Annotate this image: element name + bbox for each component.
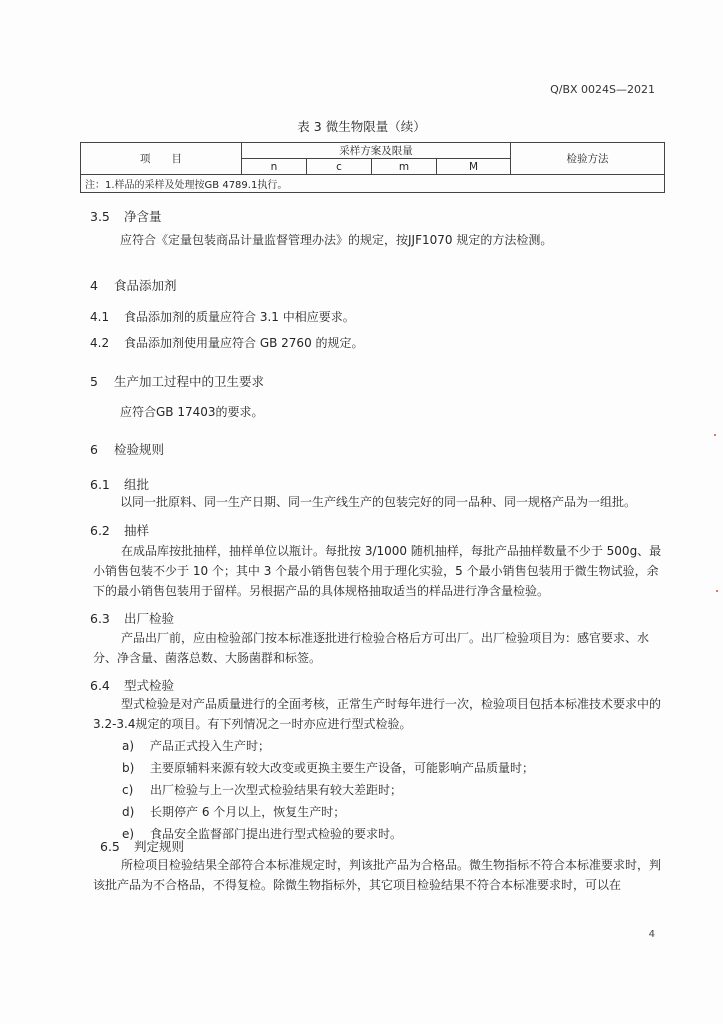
clause-text: 食品添加剂的质量应符合 3.1 中相应要求。 — [124, 310, 355, 324]
paragraph: 型式检验是对产品质量进行的全面考核，正常生产时每年进行一次，检验项目包括本标准技术要求中的3.2-3.4规定的项目。有下列情况之一时亦应进行型式检验。 — [93, 697, 662, 731]
col-header-sampling: 采样方案及限量 — [242, 143, 511, 159]
subsection-heading — [100, 837, 184, 855]
list-item — [122, 737, 270, 754]
table-note: 注：1.样品的采样及处理按GB 4789.1执行。 — [81, 175, 665, 193]
sub-header-M: M — [437, 159, 511, 175]
list-item — [122, 803, 345, 820]
subsection-heading — [90, 475, 149, 493]
subsection-heading — [90, 521, 149, 539]
section-heading — [90, 207, 162, 225]
section-heading — [90, 276, 177, 294]
section-title: 判定规则 — [134, 839, 185, 854]
col-header-method: 检验方法 — [511, 143, 665, 175]
paragraph: 产品出厂前，应由检验部门按本标准逐批进行检验合格后方可出厂。出厂检验项目为：感官要求、水分、净含量、菌落总数、大肠菌群和标签。 — [93, 631, 650, 665]
list-text: 产品正式投入生产时； — [150, 739, 271, 753]
list-marker: e) — [122, 827, 135, 841]
clause-4-1 — [90, 307, 355, 327]
section-number: 6.3 — [90, 611, 110, 626]
section-number: 6.1 — [90, 477, 110, 492]
section-number: 6.2 — [90, 523, 110, 538]
list-text: 食品安全监督部门提出进行型式检验的要求时。 — [150, 827, 403, 841]
section-number: 5 — [90, 374, 98, 389]
section-number: 4 — [90, 278, 98, 293]
subsection-heading — [90, 676, 174, 694]
section-title: 出厂检验 — [124, 611, 175, 626]
section-title: 抽样 — [124, 523, 150, 538]
list-marker: b) — [122, 761, 135, 775]
section-title: 组批 — [124, 477, 150, 492]
clause-text: 食品添加剂使用量应符合 GB 2760 的规定。 — [124, 336, 364, 350]
section-number: 6.4 — [90, 678, 110, 693]
section-title: 净含量 — [124, 209, 162, 224]
section-title: 生产加工过程中的卫生要求 — [114, 374, 265, 389]
paragraph: 所检项目检验结果全部符合本标准规定时，判该批产品为合格品。微生物指标不符合本标准要求时，判该批产品为不合格品，不得复检。除微生物指标外，其它项目检验结果不符合本标准要求时，可以在 — [93, 858, 662, 892]
paragraph: 应符合《定量包装商品计量监督管理办法》的规定，按JJF1070 规定的方法检测。 — [120, 233, 553, 247]
list-marker: a) — [122, 739, 135, 753]
list-text: 长期停产 6 个月以上，恢复生产时； — [150, 805, 346, 819]
scan-speck — [716, 590, 718, 592]
list-marker: c) — [122, 783, 134, 797]
clause-4-2 — [90, 333, 364, 353]
sub-header-c: c — [307, 159, 372, 175]
paragraph: 应符合GB 17403的要求。 — [120, 405, 264, 419]
paragraph: 以同一批原料、同一生产日期、同一生产线生产的包装完好的同一品种、同一规格产品为一组批。 — [120, 495, 637, 509]
list-item — [122, 781, 402, 798]
page-number: 4 — [648, 929, 655, 940]
clause-number: 4.2 — [90, 336, 110, 350]
microbial-limit-table — [80, 142, 665, 193]
sub-header-n: n — [242, 159, 307, 175]
section-number: 6.5 — [100, 839, 120, 854]
sub-header-m: m — [372, 159, 437, 175]
clause-number: 4.1 — [90, 310, 110, 324]
section-heading — [90, 440, 164, 458]
section-number: 6 — [90, 442, 98, 457]
section-heading — [90, 372, 264, 390]
document-code: Q/BX 0024S—2021 — [550, 83, 655, 96]
scan-speck — [714, 434, 716, 436]
subsection-heading — [90, 609, 174, 627]
section-number: 3.5 — [90, 209, 110, 224]
section-title: 型式检验 — [124, 678, 175, 693]
section-title: 检验规则 — [114, 442, 165, 457]
paragraph: 在成品库按批抽样，抽样单位以瓶计。每批按 3/1000 随机抽样，每批产品抽样数量不少于 500g、最小销售包装不少于 10 个；其中 3 个最小销售包装个用于理化实验，5 个最小销售包装用于微生物试验，余下的最小销售包装用于留样。另根据产品的具体规格抽取适当的样品进行净含量检验。 — [93, 544, 662, 598]
section-title: 食品添加剂 — [114, 278, 177, 293]
table-title: 表 3 微生物限量（续） — [297, 119, 426, 134]
list-text: 主要原辅料来源有较大改变或更换主要生产设备，可能影响产品质量时； — [150, 761, 535, 775]
list-marker: d) — [122, 805, 135, 819]
col-header-item: 项 目 — [81, 143, 242, 175]
list-item — [122, 759, 534, 776]
list-text: 出厂检验与上一次型式检验结果有较大差距时； — [150, 783, 403, 797]
